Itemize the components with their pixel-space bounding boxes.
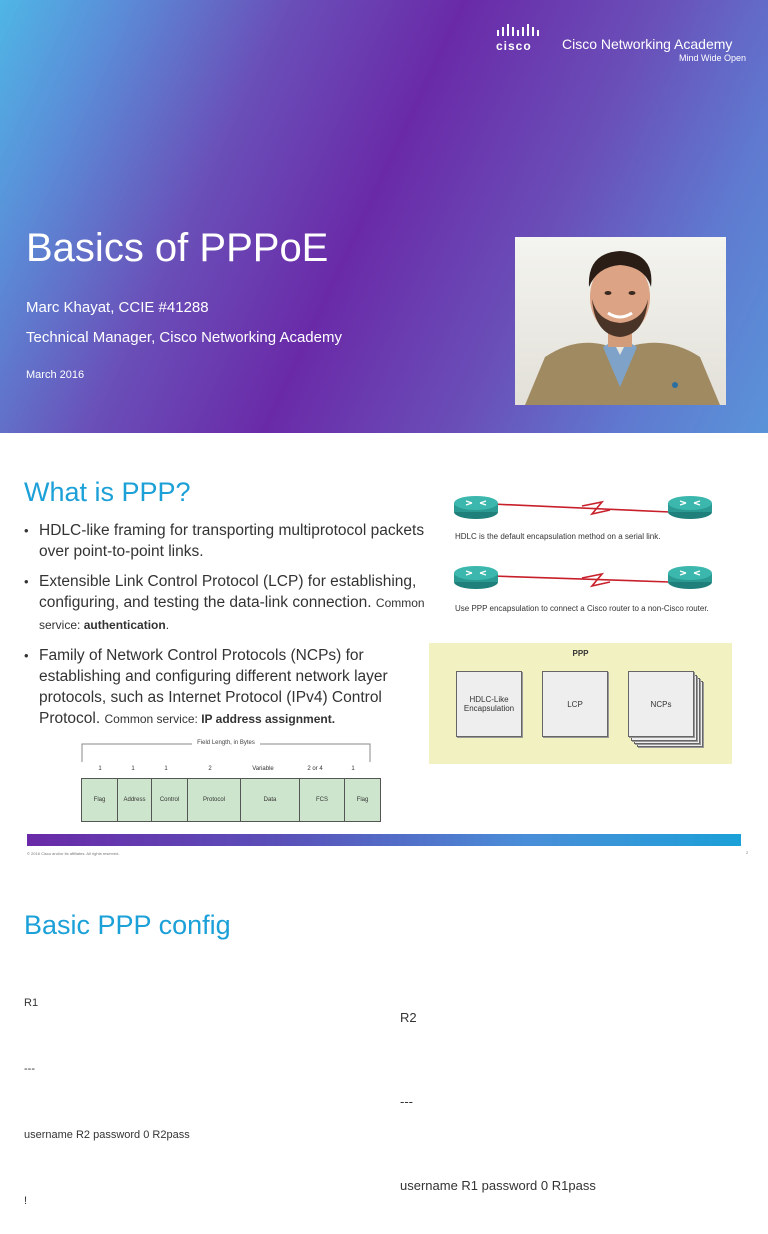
section-title-basic-ppp-config: Basic PPP config: [24, 910, 231, 940]
field-size: 1: [351, 766, 355, 772]
field-size: Variable: [252, 766, 274, 772]
ppp-frame-format: [80, 740, 372, 826]
academy-tagline: Mind Wide Open: [678, 53, 746, 63]
frame-field: Flag: [81, 778, 118, 822]
hdlc-caption: HDLC is the default encapsulation method on a serial link.: [455, 532, 661, 541]
router-icon: [454, 566, 498, 589]
router-icon: [668, 566, 712, 589]
ppp-components-diagram: [429, 643, 732, 764]
lcp-box: LCP: [542, 671, 608, 737]
config-line: ---: [400, 1094, 413, 1109]
bullet-note: Common service:: [39, 596, 425, 632]
field-size: 1: [98, 766, 102, 772]
footer-gradient-bar: [27, 834, 741, 846]
bullet-note-suffix: .: [165, 618, 170, 632]
hdlc-like-box: HDLC-Like Encapsulation: [456, 671, 522, 737]
cisco-academy-logo: [496, 22, 756, 70]
ncps-box: NCPs: [628, 671, 694, 737]
bullet-note-bold: authentication: [83, 618, 166, 632]
router-icon: [668, 496, 712, 519]
bullet-note-bold: IP address assignment.: [201, 712, 336, 726]
ppp-link: [454, 566, 712, 589]
field-size: 2: [208, 766, 212, 772]
frame-field: Data: [240, 778, 300, 822]
author-role: Technical Manager, Cisco Networking Academy: [26, 329, 342, 346]
title-slide: [0, 0, 768, 433]
bullet-text: Extensible Link Control Protocol (LCP) for establishing, configuring, and testing the data-link connection.: [39, 573, 417, 611]
frame-field: Protocol: [187, 778, 241, 822]
config-line: username R1 password 0 R1pass: [400, 1178, 596, 1193]
field-size: 2 or 4: [307, 766, 323, 772]
frame-title: Field Length, in Bytes: [197, 740, 255, 746]
frame-field: Address: [117, 778, 152, 822]
frame-field: Flag: [344, 778, 381, 822]
bullet-note: Common service:: [104, 712, 202, 726]
serial-link-diagrams: [452, 488, 716, 600]
frame-field: Control: [151, 778, 188, 822]
author-name: Marc Khayat, CCIE #41288: [26, 299, 209, 316]
frame-fields: [82, 778, 381, 822]
presentation-date: March 2016: [26, 369, 85, 381]
ppp-label: PPP: [572, 649, 589, 658]
router-icon: [454, 496, 498, 519]
config-line: R2: [400, 1010, 417, 1025]
cisco-wordmark: cisco: [496, 39, 532, 53]
field-size: 1: [164, 766, 168, 772]
copyright-text: © 2016 Cisco and/or its affiliates. All rights reserved.: [27, 851, 120, 856]
list-item: [24, 645, 429, 730]
ppp-bullet-list: [24, 520, 429, 739]
academy-name: Cisco Networking Academy: [562, 36, 733, 52]
list-item: [24, 520, 429, 562]
config-line: ---: [24, 1063, 35, 1075]
config-line: !: [24, 1195, 28, 1207]
config-line: R1: [24, 997, 39, 1009]
r2-config: [400, 948, 596, 1228]
field-size: 1: [131, 766, 135, 772]
bullet-text: Family of Network Control Protocols (NCPs) for establishing and configuring different network layer protocols, such as Internet Protocol (IPv4) Control Protocol.: [39, 647, 388, 727]
hdlc-link: [454, 496, 712, 519]
config-line: username R2 password 0 R2pass: [24, 1129, 190, 1141]
frame-field: FCS: [299, 778, 345, 822]
section-title-what-is-ppp: What is PPP?: [24, 477, 191, 507]
bullet-text: HDLC-like framing for transporting multiprotocol packets over point-to-point links.: [39, 522, 425, 560]
slide-title: Basics of PPPoE: [26, 226, 329, 270]
cisco-bars-icon: [496, 24, 546, 38]
list-item: [24, 571, 429, 636]
page-number: 2: [746, 850, 749, 855]
r1-config: [24, 948, 190, 1234]
ppp-caption: Use PPP encapsulation to connect a Cisco router to a non-Cisco router.: [455, 604, 709, 613]
presenter-photo: [515, 237, 726, 405]
